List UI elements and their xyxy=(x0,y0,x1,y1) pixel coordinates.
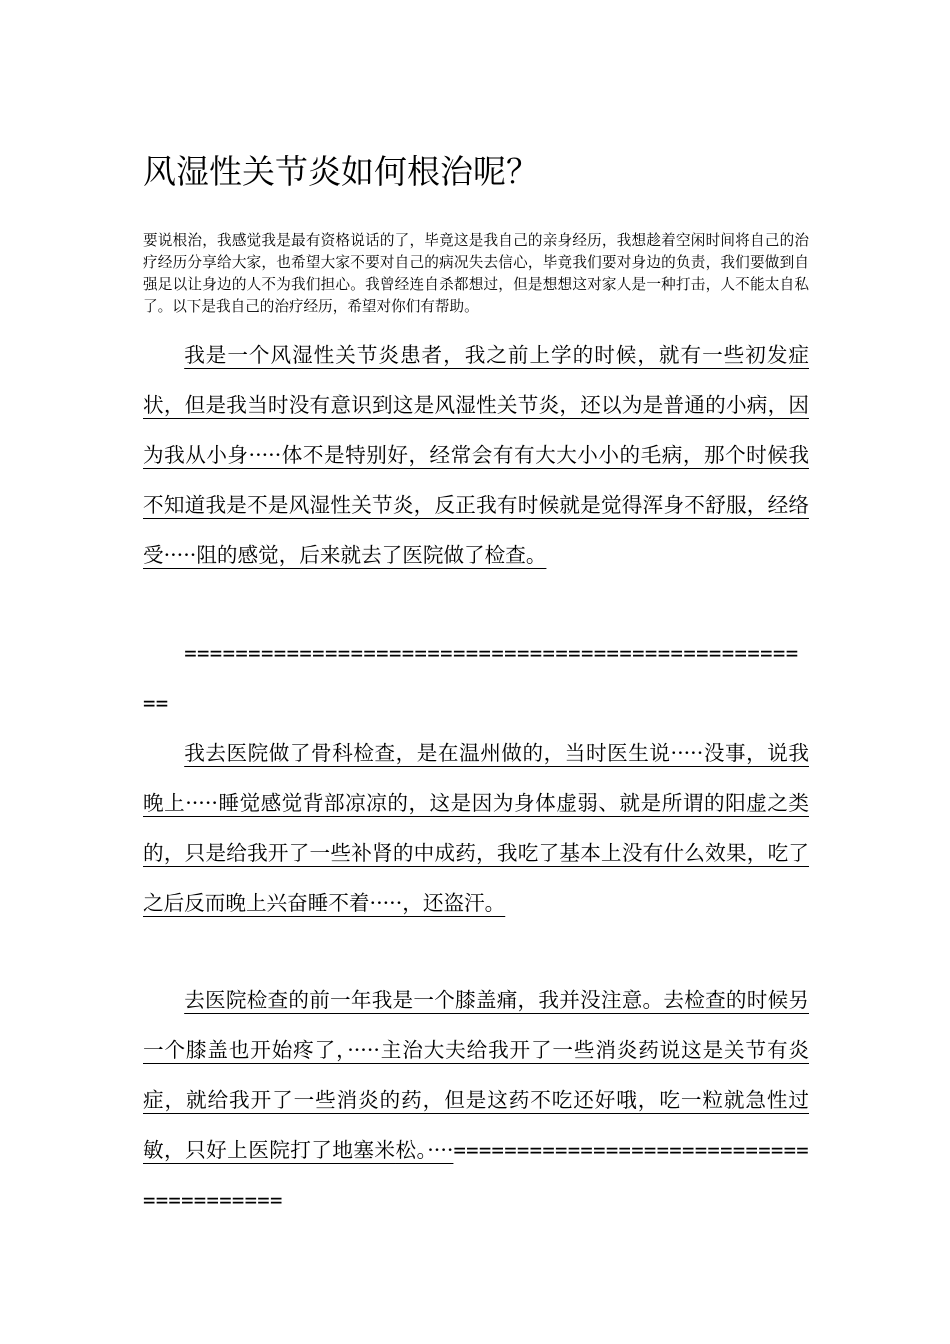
paragraph-1-text: 我是一个风湿性关节炎患者，我之前上学的时候，就有一些初发症状，但是我当时没有意识到这是风湿性关节炎，还以为是普通的小病，因为我从小身·····体不是特别好，经常会有有大大小小的毛病，那个时候我不知道我是不是风湿性关节炎，反正我有时候就是觉得浑身不舒服，经络受·····阻的感觉，后来就去了医院做了检查。 xyxy=(143,343,809,567)
document-title: 风湿性关节炎如何根治呢？ xyxy=(143,152,539,191)
paragraph-2 xyxy=(143,728,809,928)
paragraph-3-text: 去医院检查的前一年我是一个膝盖痛，我并没注意。去检查的时候另一个膝盖也开始疼了，·····主治大夫给我开了一些消炎药说这是关节有炎症，就给我开了一些消炎的药，但是这药不吃还好哦，吃一粒就急性过敏，只好上医院打了地塞米 xyxy=(143,988,809,1162)
paragraph-1 xyxy=(143,330,809,580)
paragraph-2-text: 我去医院做了骨科检查，是在温州做的，当时医生说·····没事，说我晚上·····睡觉感觉背部凉凉的，这是因为身体虚弱、就是所谓的阳虚之类的，只是给我开了一些补肾的中成药，我吃了基本上没有什么效果，吃了之后反而晚上兴奋睡不着·····，还盗汗。 xyxy=(143,741,809,915)
separator-line-1: ================================================== xyxy=(143,641,799,715)
separator-line-2: ======================================= xyxy=(143,1138,809,1212)
paragraph-3 xyxy=(143,975,809,1225)
paragraph-3-end: 松。···· xyxy=(395,1138,454,1162)
intro-paragraph: 要说根治，我感觉我是最有资格说话的了，毕竟这是我自己的亲身经历，我想趁着空闲时间将自己的治疗经历分享给大家，也希望大家不要对自己的病况失去信心，毕竟我们要对身边的负责，我们要做到自强足以让身边的人不为我们担心。我曾经连自杀都想过，但是想想这对家人是一种打击，人不能太自私了。以下是我自己的治疗经历，希望对你们有帮助。 xyxy=(143,232,809,315)
